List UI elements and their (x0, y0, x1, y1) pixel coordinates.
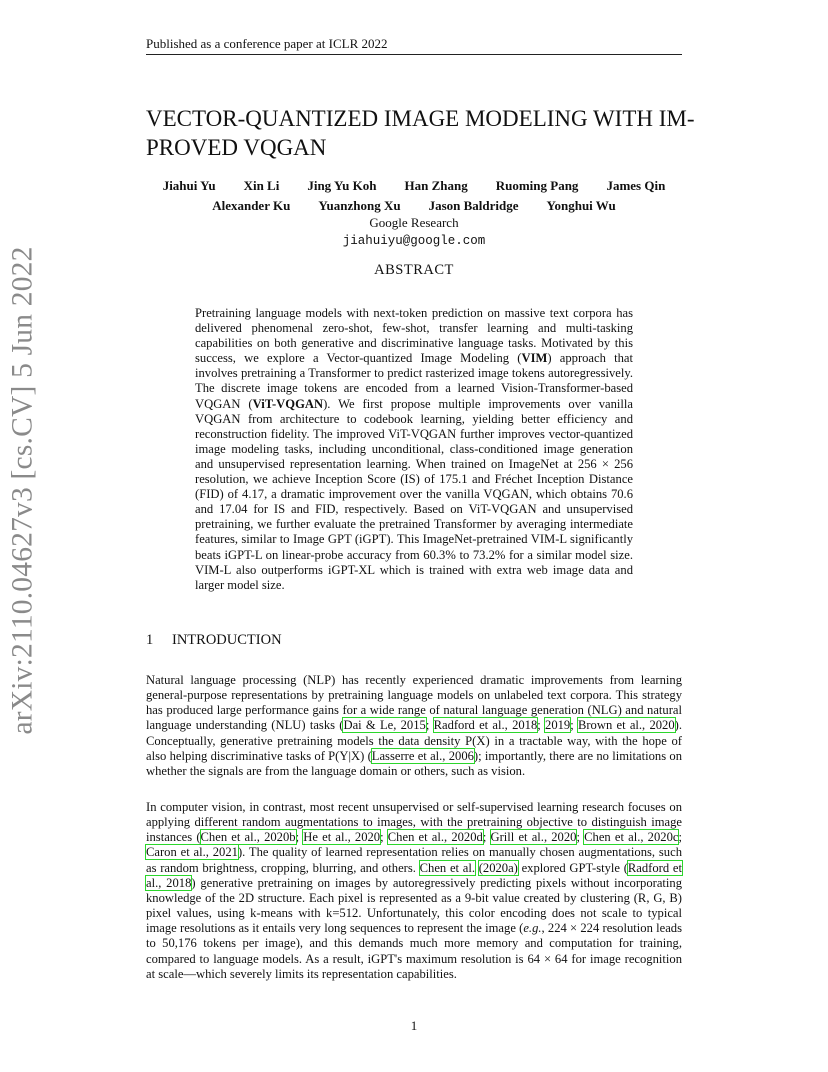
paper-title (146, 104, 706, 162)
paragraph-text: Natural language processing (NLP) has recently experienced dramatic improvements from learning general-purpose representations by pretraining language models on unlabeled text corpora. This strategy has produced large performance gains for a wide range of natural language generation (NLG) and natural language understanding (NLU) tasks ( (146, 673, 682, 733)
citation-link[interactable]: Brown et al., 2020 (577, 718, 675, 733)
paragraph-text: ; (380, 830, 388, 845)
citation-link[interactable]: Chen et al. (419, 860, 475, 875)
author: Ruoming Pang (495, 178, 579, 193)
author-list (146, 176, 682, 216)
author-row-2 (146, 196, 682, 216)
author: Jing Yu Koh (307, 178, 377, 193)
abstract-bold-vitvqgan: ViT-VQGAN (252, 396, 324, 411)
section-heading-introduction (146, 632, 282, 649)
email: jiahuiyu@google.com (342, 234, 486, 248)
section-title: INTRODUCTION (172, 632, 282, 648)
abstract-body (195, 306, 633, 593)
title-line-1: VECTOR-QUANTIZED IMAGE MODELING WITH IM- (146, 106, 695, 131)
paragraph-text: In computer vision, in contrast, most recent unsupervised or self-supervised learning research focuses on applying different random augmentations to images, with the pretraining objective to distinguish image instances ( (146, 800, 682, 845)
author: Yonghui Wu (546, 198, 616, 213)
citation-link[interactable]: Chen et al., 2020c (584, 830, 679, 845)
citation-link[interactable]: Radford et al., 2018 (146, 860, 682, 890)
citation-link[interactable]: Chen et al., 2020d (387, 830, 483, 845)
abstract-text: Pretraining language models with next-token prediction on massive text corpora has delivered phenomenal zero-shot, few-shot, transfer learning and multi-tasking capabilities on both generative and discriminative language tasks. Motivated by this success, we explore a Vector-quantized Image Modeling ( (195, 306, 633, 366)
intro-paragraph-1 (146, 673, 682, 779)
header-rule (146, 54, 682, 55)
paragraph-text: ; (295, 830, 304, 845)
arxiv-stamp-text: arXiv:2110.04627v3 [cs.CV] 5 Jun 2022 (6, 245, 39, 735)
paragraph-text: , 224 × 224 resolution leads to 50,176 tokens per image), and this demands much more memory and computation for training, compared to language models. As a result, iGPT's maximum resolution is 64 × 64 for image recognition at scale—which severely limits its representation capabilities. (146, 921, 682, 981)
paragraph-italic: e.g. (523, 921, 542, 936)
paragraph-text: ; (570, 718, 578, 733)
citation-link[interactable]: (2020a) (478, 860, 518, 875)
paragraph-text: ). The quality of learned representation relies on manually chosen augmentations, such as random brightness, cropping, blurring, and others. (146, 845, 682, 875)
author: Jiahui Yu (162, 178, 216, 193)
citation-link[interactable]: Lasserre et al., 2006 (371, 748, 474, 763)
author: James Qin (606, 178, 666, 193)
abstract-text: ) approach that involves pretraining a Transformer to predict rasterized image tokens autoregressively. The discrete image tokens are encoded from a learned Vision-Transformer-based VQGAN ( (195, 351, 633, 411)
author: Xin Li (243, 178, 280, 193)
paragraph-text: ; (678, 830, 682, 845)
section-number: 1 (146, 632, 154, 648)
abstract-text: ). We first propose multiple improvements over vanilla VQGAN from architecture to codebook learning, yielding better efficiency and reconstruction fidelity. The improved ViT-VQGAN further improves vector-quantized image modeling tasks, including unconditional, class-conditioned image generation and unsupervised representation learning. When trained on ImageNet at 256 × 256 resolution, we achieve Inception Score (IS) of 175.1 and Fréchet Inception Distance (FID) of 4.17, a dramatic improvement over the vanilla VQGAN, which obtains 70.6 and 17.04 for IS and FID, respectively. Based on ViT-VQGAN and unsupervised pretraining, we further evaluate the pretrained Transformer by averaging intermediate features, similar to Image GPT (iGPT). This ImageNet-pretrained VIM-L significantly beats iGPT-L on linear-probe accuracy from 60.3% to 73.2% for a similar model size. VIM-L also outperforms iGPT-XL which is trained with extra web image data and larger model size. (195, 396, 633, 592)
paragraph-text: ). Conceptually, generative pretraining models the data density P(X) in a tractable way, with the hope of also helping discriminative tasks of P(Y|X) ( (146, 718, 682, 763)
paragraph-text: ); importantly, there are no limitations on whether the signals are from the language domain or others, such as vision. (146, 748, 682, 778)
paragraph-text: explored GPT-style ( (517, 860, 628, 875)
author: Yuanzhong Xu (318, 198, 401, 213)
affiliation: Google Research (369, 215, 459, 230)
abstract-heading: ABSTRACT (374, 262, 454, 278)
citation-link[interactable]: He et al., 2020 (303, 830, 381, 845)
venue-header: Published as a conference paper at ICLR 2022 (146, 36, 388, 51)
paragraph-text: ; (537, 718, 546, 733)
title-line-2: PROVED VQGAN (146, 135, 327, 160)
citation-link[interactable]: Radford et al., 2018 (433, 718, 538, 733)
citation-link[interactable]: Chen et al., 2020b (200, 830, 296, 845)
citation-link[interactable]: Grill et al., 2020 (490, 830, 577, 845)
page-number: 1 (410, 1018, 418, 1033)
citation-link[interactable]: 2019 (545, 718, 571, 733)
paragraph-text: ; (576, 830, 585, 845)
author: Alexander Ku (212, 198, 291, 213)
paragraph-text: ; (425, 718, 434, 733)
paragraph-text: ; (482, 830, 491, 845)
abstract-bold-vim: VIM (521, 351, 548, 366)
paragraph-text: ) generative pretraining on images by autoregressively predicting pixels without incorporating knowledge of the 2D structure. Each pixel is represented as a 9-bit value created by clustering (R, G, B) pixel values, using k-means with k=512. Unfortunately, this color encoding does not scale to typical image resolutions as it entails very long sequences to represent the image ( (146, 875, 682, 936)
author: Han Zhang (404, 178, 468, 193)
arxiv-stamp (2, 245, 44, 735)
author-row-1 (146, 176, 682, 196)
author: Jason Baldridge (428, 198, 519, 213)
citation-link[interactable]: Caron et al., 2021 (146, 845, 238, 860)
intro-paragraph-2 (146, 800, 682, 982)
citation-link[interactable]: Dai & Le, 2015 (343, 718, 426, 733)
